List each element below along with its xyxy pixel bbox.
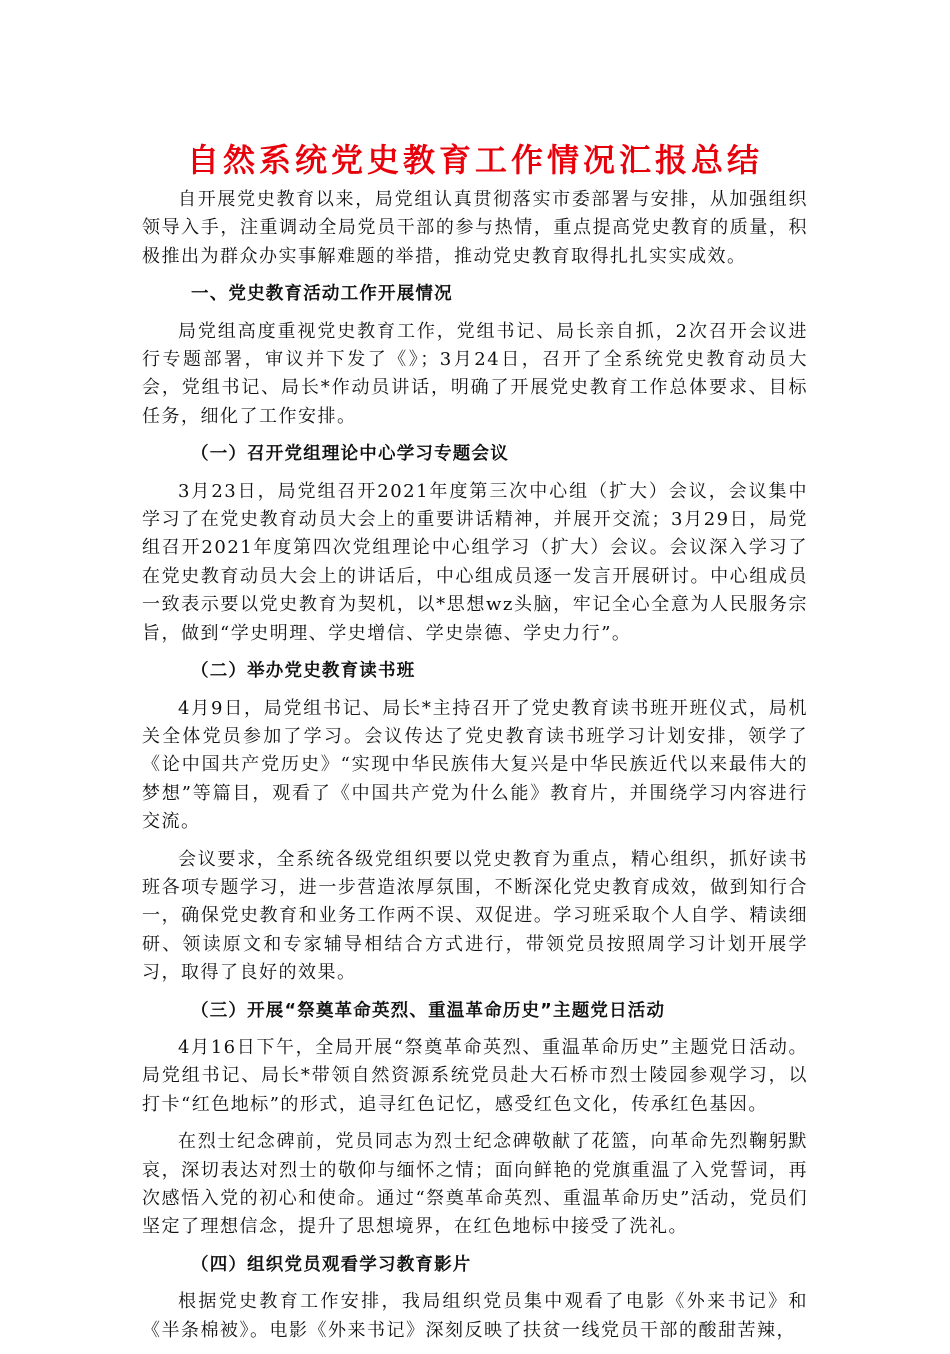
subsection-2-paragraph-1: 4月9日，局党组书记、局长*主持召开了党史教育读书班开班仪式，局机关全体党员参加了学习。会议传达了党史教育读书班学习计划安排，领学了《论中国共产党历史》“实现中华民族伟大复兴是中华民族近代以来最伟大的梦想”等篇目，观看了《中国共产党为什么能》教育片，并围绕学习内容进行交流。: [142, 697, 808, 833]
document-title: 自然系统党史教育工作情况汇报总结: [186, 141, 763, 179]
subsection-heading-2: （二）举办党史教育读书班: [191, 661, 416, 682]
section-heading-1: 一、党史教育活动工作开展情况: [191, 284, 453, 305]
subsection-heading-1: （一）召开党组理论中心学习专题会议: [191, 444, 509, 465]
subsection-3-paragraph-1: 4月16日下午，全局开展“祭奠革命英烈、重温革命历史”主题党日活动。局党组书记、局长*带领自然资源系统党员赴大石桥市烈士陵园参观学习，以打卡“红色地标”的形式，追寻红色记忆，感受红色文化，传承红色基因。: [142, 1036, 808, 1115]
subsection-heading-4: （四）组织党员观看学习教育影片: [191, 1254, 472, 1275]
document-body: [142, 186, 808, 1354]
subsection-4-paragraph: 根据党史教育工作安排，我局组织党员集中观看了电影《外来书记》和《半条棉被》。电影《外来书记》深刻反映了扶贫一线党员干部的酸甜苦辣，: [142, 1291, 808, 1341]
intro-paragraph: 自开展党史教育以来，局党组认真贯彻落实市委部署与安排，从加强组织领导入手，注重调动全局党员干部的参与热情，重点提高党史教育的质量，积极推出为群众办实事解难题的举措，推动党史教育取得扎扎实实成效。: [142, 189, 808, 267]
section-1-paragraph: 局党组高度重视党史教育工作，党组书记、局长亲自抓，2次召开会议进行专题部署，审议并下发了《》；3月24日，召开了全系统党史教育动员大会，党组书记、局长*作动员讲话，明确了开展党史教育工作总体要求、目标任务，细化了工作安排。: [142, 320, 808, 427]
subsection-2-paragraph-2: 会议要求，全系统各级党组织要以党史教育为重点，精心组织，抓好读书班各项专题学习，进一步营造浓厚氛围，不断深化党史教育成效，做到知行合一，确保党史教育和业务工作两不误、双促进。学习班采取个人自学、精读细研、领读原文和专家辅导相结合方式进行，带领党员按照周学习计划开展学习，取得了良好的效果。: [142, 848, 808, 984]
subsection-heading-3: （三）开展“祭奠革命英烈、重温革命历史”主题党日活动: [191, 1000, 666, 1021]
subsection-1-paragraph: 3月23日，局党组召开2021年度第三次中心组（扩大）会议，会议集中学习了在党史教育动员大会上的重要讲话精神，并展开交流；3月29日，局党组召开2021年度第四次党组理论中心组学习（扩大）会议。会议深入学习了在党史教育动员大会上的讲话后，中心组成员逐一发言开展研讨。中心组成员一致表示要以党史教育为契机，以*思想wz头脑，牢记全心全意为人民服务宗旨，做到“学史明理、学史增信、学史崇德、学史力行”。: [142, 480, 808, 644]
subsection-3-paragraph-2: 在烈士纪念碑前，党员同志为烈士纪念碑敬献了花篮，向革命先烈鞠躬默哀，深切表达对烈士的敬仰与缅怀之情；面向鲜艳的党旗重温了入党誓词，再次感悟入党的初心和使命。通过“祭奠革命英烈、重温革命历史”活动，党员们坚定了理想信念，提升了思想境界，在红色地标中接受了洗礼。: [142, 1131, 808, 1238]
